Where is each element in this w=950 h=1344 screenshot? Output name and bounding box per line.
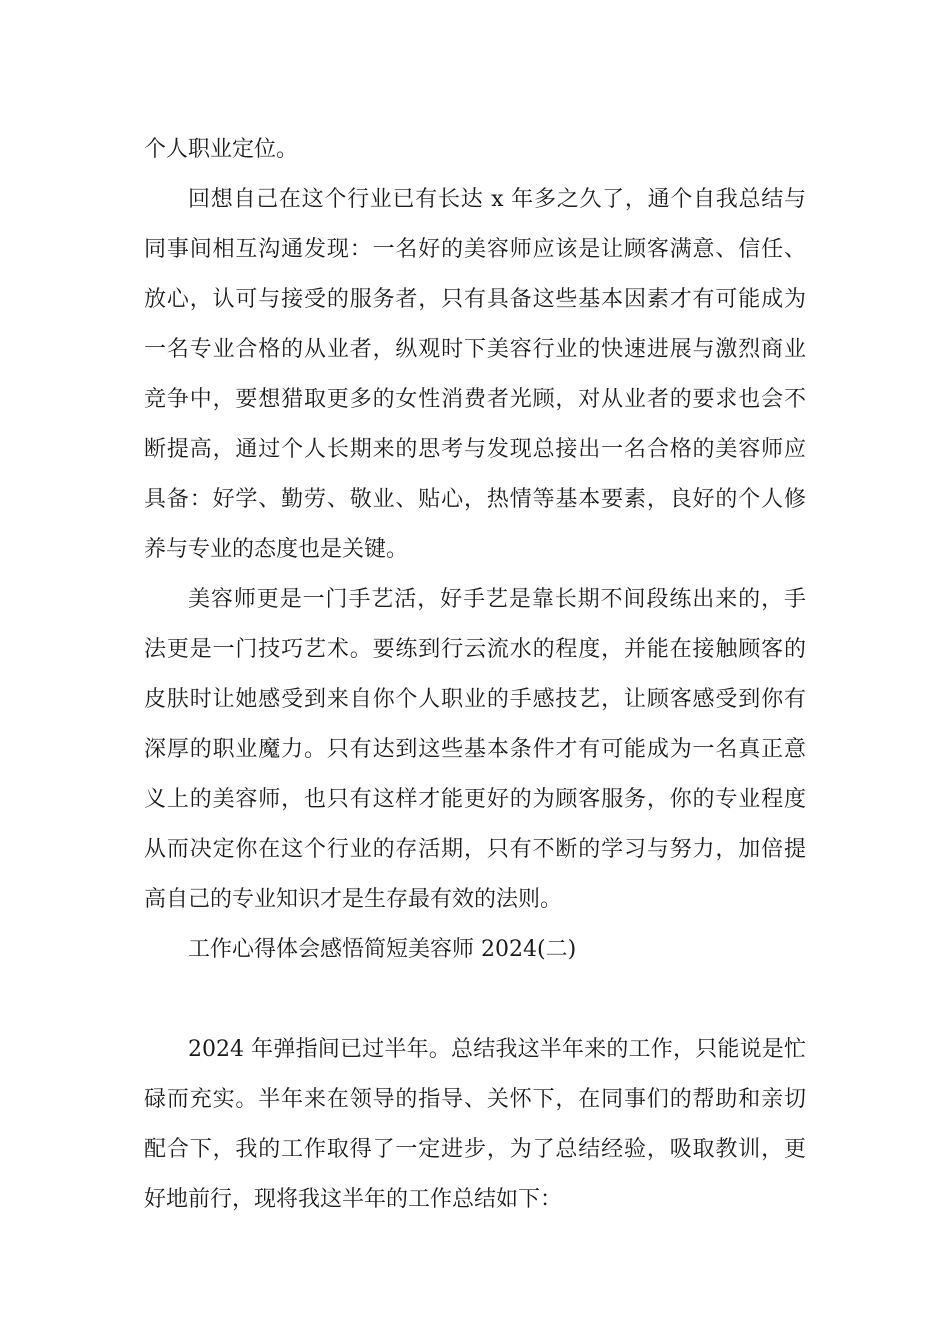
paragraph-line: 断提高，通过个人长期来的思考与发现总接出一名合格的美容师应 (144, 437, 806, 462)
paragraph-line: 配合下，我的工作取得了一定进步，为了总结经验，吸取教训，更 (144, 1137, 806, 1162)
paragraph-line: 深厚的职业魔力。只有达到这些基本条件才有可能成为一名真正意 (144, 737, 806, 762)
section-title: 工作心得体会感悟简短美容师 2024(二) (188, 937, 577, 962)
paragraph-line: 一名专业合格的从业者，纵观时下美容行业的快速进展与激烈商业 (144, 337, 806, 362)
paragraph-line: 放心，认可与接受的服务者，只有具备这些基本因素才有可能成为 (144, 287, 806, 312)
paragraph-line: 2024 年弹指间已过半年。总结我这半年来的工作，只能说是忙 (188, 1037, 806, 1062)
paragraph-line: 法更是一门技巧艺术。要练到行云流水的程度，并能在接触顾客的 (144, 637, 806, 662)
paragraph-line: 好地前行，现将我这半年的工作总结如下： (144, 1187, 563, 1212)
paragraph-line: 从而决定你在这个行业的存活期，只有不断的学习与努力，加倍提 (144, 837, 806, 862)
paragraph-line: 回想自己在这个行业已有长达 x 年多之久了，通个自我总结与 (188, 187, 806, 212)
paragraph-line: 同事间相互沟通发现：一名好的美容师应该是让顾客满意、信任、 (144, 237, 806, 262)
paragraph-line: 美容师更是一门手艺活，好手艺是靠长期不间段练出来的，手 (188, 587, 806, 612)
paragraph-line: 义上的美容师，也只有这样才能更好的为顾客服务，你的专业程度 (144, 787, 806, 812)
paragraph-line: 养与专业的态度也是关键。 (144, 537, 409, 562)
paragraph-line: 高自己的专业知识才是生存最有效的法则。 (144, 887, 563, 912)
paragraph-line: 个人职业定位。 (144, 137, 299, 162)
paragraph-line: 皮肤时让她感受到来自你个人职业的手感技艺，让顾客感受到你有 (144, 687, 806, 712)
paragraph-line: 具备：好学、勤劳、敬业、贴心，热情等基本要素，良好的个人修 (144, 487, 806, 512)
paragraph-line: 碌而充实。半年来在领导的指导、关怀下，在同事们的帮助和亲切 (144, 1087, 806, 1112)
paragraph-line: 竞争中，要想猎取更多的女性消费者光顾，对从业者的要求也会不 (144, 387, 806, 412)
